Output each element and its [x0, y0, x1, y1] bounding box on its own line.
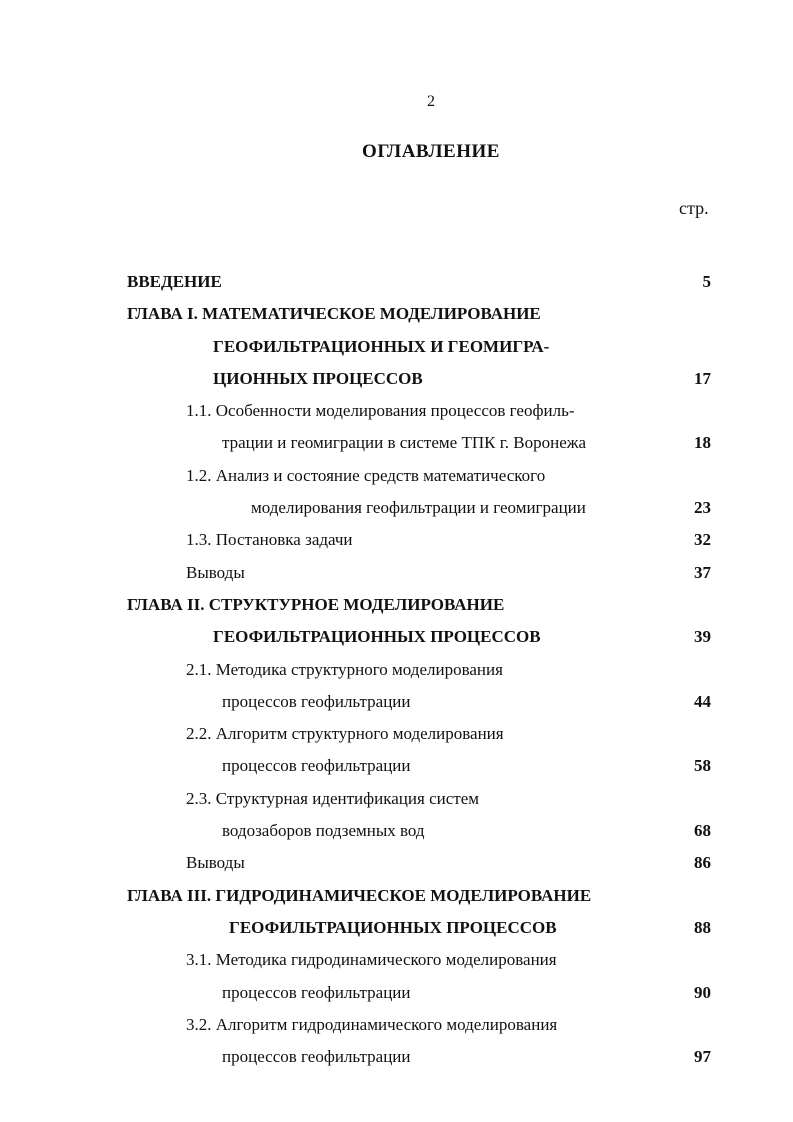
toc-entry-text: 2.1. Методика структурного моделирования [186, 659, 503, 679]
toc-chapter-3-line-2[interactable] [0, 912, 793, 944]
toc-entry-text: ГЛАВА III. ГИДРОДИНАМИЧЕСКОЕ МОДЕЛИРОВАНИЕ [127, 885, 592, 905]
toc-section-3-2-line-2[interactable] [0, 1041, 793, 1073]
toc-entry-text: 3.1. Методика гидродинамического моделирования [186, 950, 557, 970]
toc-section-1-2-line-2[interactable] [0, 492, 793, 524]
toc-section-3-2-line-1[interactable] [0, 1009, 793, 1041]
toc-entry-text: 3.2. Алгоритм гидродинамического моделирования [186, 1014, 558, 1034]
toc-section-1-1-line-1[interactable] [0, 395, 793, 427]
toc-page-number: 88 [694, 917, 711, 937]
toc-entry-text: ГЛАВА I. МАТЕМАТИЧЕСКОЕ МОДЕЛИРОВАНИЕ [127, 304, 541, 324]
toc-entry-text: трации и геомиграции в системе ТПК г. Воронежа [222, 433, 587, 453]
toc-page-number: 37 [694, 562, 711, 582]
toc-section-3-1-line-1[interactable] [0, 944, 793, 976]
toc-entry-text: Выводы [186, 562, 245, 582]
toc-page-number: 97 [694, 1047, 711, 1067]
pages-column-label: стр. [679, 198, 709, 218]
toc-page-number: 5 [702, 272, 711, 291]
toc-page-number: 23 [694, 498, 711, 518]
toc-entry-text: процессов геофильтрации [222, 982, 411, 1002]
page-number: 2 [427, 93, 435, 110]
toc-chapter-1-line-2[interactable] [0, 331, 793, 363]
toc-section-2-2-line-2[interactable] [0, 750, 793, 782]
toc-page-number: 58 [694, 756, 711, 776]
toc-entry-text: ВВЕДЕНИЕ [127, 272, 222, 291]
toc-conclusions-1[interactable] [0, 557, 793, 589]
toc-entry-text: ГЕОФИЛЬТРАЦИОННЫХ И ГЕОМИГРА- [213, 336, 550, 356]
toc-entry-text: 1.3. Постановка задачи [186, 530, 353, 550]
toc-entry-text: процессов геофильтрации [222, 756, 411, 776]
page-title: ОГЛАВЛЕНИЕ [362, 141, 500, 162]
toc-page-number: 17 [694, 368, 711, 388]
toc-chapter-1-line-3[interactable] [0, 363, 793, 395]
toc-section-1-1-line-2[interactable] [0, 427, 793, 459]
toc-page-number: 32 [694, 530, 711, 550]
toc-page-number: 68 [694, 821, 711, 841]
toc-section-2-1-line-1[interactable] [0, 654, 793, 686]
toc-entry-text: 1.1. Особенности моделирования процессов геофиль- [186, 401, 575, 421]
toc-entry-text: ЦИОННЫХ ПРОЦЕССОВ [213, 368, 423, 388]
toc-page-number: 39 [694, 627, 711, 647]
toc-entry-text: водозаборов подземных вод [222, 821, 425, 841]
toc-section-2-1-line-2[interactable] [0, 686, 793, 718]
toc-chapter-1-line-1[interactable] [0, 298, 793, 330]
toc-section-3-1-line-2[interactable] [0, 977, 793, 1009]
toc-entry-text: ГЕОФИЛЬТРАЦИОННЫХ ПРОЦЕССОВ [229, 917, 557, 937]
toc-chapter-2-line-1[interactable] [0, 589, 793, 621]
toc-section-1-3[interactable] [0, 524, 793, 556]
toc-chapter-3-line-1[interactable] [0, 880, 793, 912]
table-of-contents [0, 266, 793, 1073]
toc-entry-text: 1.2. Анализ и состояние средств математического [186, 465, 546, 485]
toc-entry-text: Выводы [186, 853, 245, 873]
toc-page-number: 86 [694, 853, 711, 873]
toc-page-number: 90 [694, 982, 711, 1002]
toc-entry-text: процессов геофильтрации [222, 1047, 411, 1067]
toc-entry-introduction[interactable] [0, 266, 793, 298]
toc-section-2-3-line-2[interactable] [0, 815, 793, 847]
toc-entry-text: процессов геофильтрации [222, 691, 411, 711]
toc-entry-text: ГЛАВА II. СТРУКТУРНОЕ МОДЕЛИРОВАНИЕ [127, 594, 505, 614]
toc-section-2-3-line-1[interactable] [0, 783, 793, 815]
toc-entry-text: ГЕОФИЛЬТРАЦИОННЫХ ПРОЦЕССОВ [213, 627, 541, 647]
toc-entry-text: 2.2. Алгоритм структурного моделирования [186, 724, 504, 744]
toc-section-2-2-line-1[interactable] [0, 718, 793, 750]
toc-section-1-2-line-1[interactable] [0, 460, 793, 492]
toc-entry-text: 2.3. Структурная идентификация систем [186, 788, 479, 808]
toc-entry-text: моделирования геофильтрации и геомиграции [251, 498, 586, 518]
toc-chapter-2-line-2[interactable] [0, 621, 793, 653]
toc-page-number: 18 [694, 433, 711, 453]
toc-conclusions-2[interactable] [0, 847, 793, 879]
toc-page-number: 44 [694, 691, 711, 711]
